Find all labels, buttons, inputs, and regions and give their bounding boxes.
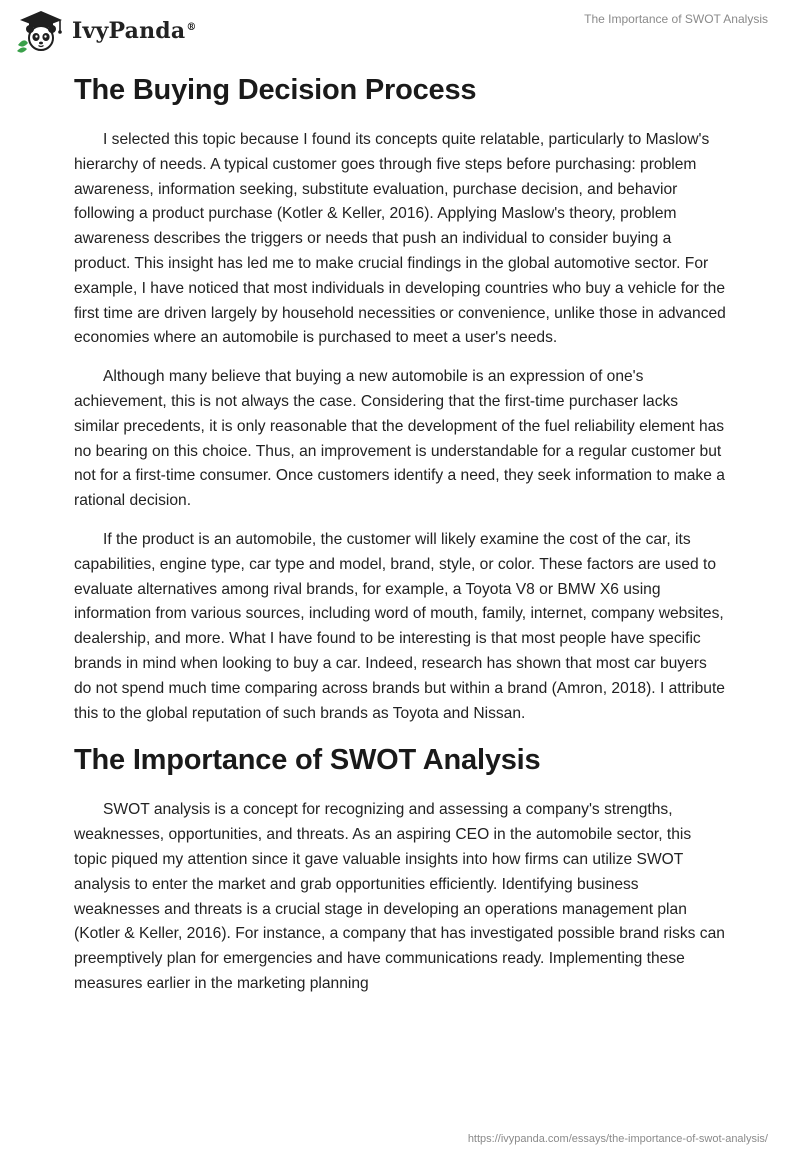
page-header [0,0,800,64]
running-title: The Importance of SWOT Analysis [584,12,768,26]
section-heading-swot: The Importance of SWOT Analysis [74,744,541,777]
logo-wordmark: IvyPanda® [72,18,197,44]
source-url[interactable]: https://ivypanda.com/essays/the-importance-of-swot-analysis/ [467,1133,768,1145]
section-heading-buying-decision: The Buying Decision Process [74,74,477,106]
registered-mark: ® [186,21,197,33]
essay-body [74,70,726,1011]
paragraph: If the product is an automobile, the customer will likely examine the cost of the car, its capabilities, engine type, car type and model, brand, style, or color. These factors are used to evaluate alternatives among rival brands, for example, a Toyota V8 or BMW X6 using information from various sources, including word of mouth, family, internet, company websites, dealership, and more. What I have found to be interesting is that most people have specific brands in mind when looking to buy a car. Indeed, research has shown that most car buyers do not spend much time comparing across brands but within a brand (Amron, 2018). I attribute this to the global reputation of such brands as Toyota and Nissan. [74,530,725,722]
paragraph: I selected this topic because I found its concepts quite relatable, particularly to Maslow's hierarchy of needs. A typical customer goes through five steps before purchasing: problem awareness, information seeking, substitute evaluation, purchase decision, and behavior following a product purchase (Kotler & Keller, 2016). Applying Maslow's theory, problem awareness describes the triggers or needs that push an individual to consider buying a product. This insight has led me to make crucial findings in the global automotive sector. For example, I have noticed that most individuals in developing countries who buy a vehicle for the first time are driven largely by household necessities or convenience, unlike those in advanced economies where an automobile is purchased to meet a user's needs. [74,131,726,347]
ivypanda-logo[interactable] [14,9,197,53]
panda-graduate-icon [14,9,66,53]
paragraph: SWOT analysis is a concept for recognizing and assessing a company's strengths, weaknesses, opportunities, and threats. As an aspiring CEO in the automobile sector, this topic piqued my attention since it gave valuable insights into how firms can utilize SWOT analysis to enter the market and grab opportunities efficiently. Identifying business weaknesses and threats is a crucial stage in developing an operations management plan (Kotler & Keller, 2016). For instance, a company that has investigated possible brand risks can preemptively plan for emergencies and have communications ready. Implementing these measures earlier in the marketing planning [74,801,725,992]
paragraph: Although many believe that buying a new automobile is an expression of one's achievement, this is not always the case. Considering that the first-time purchaser lacks similar precedents, it is only reasonable that the development of the fuel reliability element has no bearing on this choice. Thus, an improvement is understandable for a regular customer but not for a first-time consumer. Once customers identify a need, they seek information to make a rational decision. [74,368,725,510]
